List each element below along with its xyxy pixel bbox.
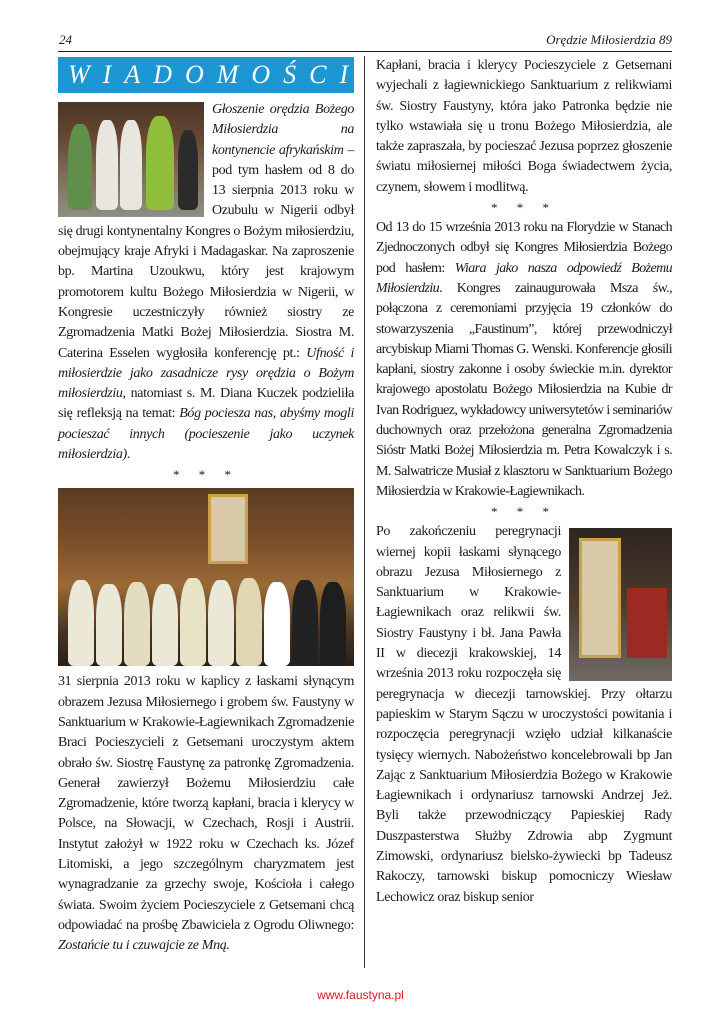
footer-website-url[interactable]: www.faustyna.pl bbox=[317, 988, 404, 1002]
page-number: 24 bbox=[59, 32, 72, 47]
separator-stars: * * * bbox=[491, 200, 557, 216]
column-divider bbox=[364, 56, 365, 968]
painting-frame bbox=[579, 538, 621, 658]
photo-africa-congress bbox=[58, 102, 204, 217]
header-rule bbox=[58, 51, 672, 52]
article-tarnow-peregrination: Po zakończeniu peregrynacji wiernej kopii łaskami słynącego obrazu Jezusa Miłosiernego z Sanktuarium w Krakowie-Łagiewnikach oraz relikwii św. Siostry Faustyny i bł. Jana Pawła II w diecezji krakowskiej, 14 września 2013 roku rozpoczęła się peregrynacja w diecezji tarnowskiej. Przy ołtarzu papieskim w Starym Sączu w uroczystości powitania i rozpoczęcia peregrynacji wzięło udział kilkanaście tysięcy wiernych. Nabożeństwo koncelebrowali bp Jan Zając z Sanktuarium Miłosierdzia Bożego w Krakowie Łagiewnikach i ordynariusz tarnowski Andrzej Jeż. Byli także przewodniczący Papieskiej Rady Duszpasterstwa Służby Zdrowia abp Zygmunt Zimowski, ordynariusz bielsko-żywiecki bp Tadeusz Rakoczy, tarnowski biskup pomocniczy Wiesław Lechowicz oraz biskup senior bbox=[376, 524, 672, 905]
article-getsemani: 31 sierpnia 2013 roku w kaplicy z łaskami słynącym obrazem Jezusa Miłosiernego i grobem św. Faustyny w Sanktuarium w Krakowie-Łagiewnikach Zgromadzenie Braci Pocieszycieli z Getsemani uroczystym aktem obrało św. Siostrę Faustynę za patronkę Zgromadzenia. Generał zawierzył Bożemu Miłosierdziu całe Zgromadzenie, które tworzą kapłani, bracia i klerycy w Polsce, na Słowacji, w Czechach, Rosji i Austrii. Instytut założył w 1922 roku w Czechach ks. Józef Litomiski, a jego szczególnym charyzmatem jest wynagradzanie za grzechy swoje, Kościoła i całego świata. Swoim życiem Pocieszyciele z Getsemani chcą odpowiadać na prośbę Zbawiciela z Ogrodu Oliwnego: Zostańcie tu i czuwajcie ze Mną. bbox=[58, 674, 354, 954]
lead-italic: Głoszenie orędzia Bożego Miłosierdzia na kontynencie afrykańskim bbox=[212, 102, 354, 158]
separator-stars: * * * bbox=[491, 504, 557, 520]
photo-chapel-group bbox=[58, 488, 354, 666]
separator-stars: * * * bbox=[173, 467, 239, 483]
left-column bbox=[58, 100, 354, 957]
divine-mercy-image bbox=[208, 494, 248, 564]
photo-divine-mercy-painting bbox=[569, 528, 672, 681]
article-florida-congress: Od 13 do 15 września 2013 roku na Florydzie w Stanach Zjednoczonych odbył się Kongres Miłosierdzia Bożego pod hasłem: Wiara jako nasza odpowiedź Bożemu Miłosierdziu. Kongres zainaugurowała Msza św., połączona z ceremoniami przyjęcia 19 członków do stowarzyszenia „Faustinum”, której przewodniczył arcybiskup Miami Thomas G. Wenski. Konferencje głosili kapłani, siostry zakonne i osoby świeckie m.in. dyrektor krajowego apostolatu Bożego Miłosierdzia na Kubie dr Ivan Rodriguez, wykładowcy uniwersytetów i seminariów duchownych oraz przełożona generalna Zgromadzenia Sióstr Matki Bożej Miłosierdzia m. Petra Kowalczyk i s. M. Salwatricze Musiał z klasztoru w Sanktuarium Bożego Miłosierdzia w Krakowie-Łagiewnikach. bbox=[376, 220, 672, 499]
running-title: Orędzie Miłosierdzia 89 bbox=[546, 32, 672, 47]
article-congress-africa: Głoszenie orędzia Bożego Miłosierdzia na kontynencie afrykańskim – pod tym hasłem od 8 do 13 sierpnia 2013 roku w Ozubulu w Nigerii odbył się drugi kontynentalny Kongres o Bożym miłosierdziu, obejmujący kraje Afryki i Madagaskar. Na zaproszenie bp. Martina Uzoukwu, który jest krajowym promotorem kultu Bożego Miłosierdzia w Nigerii, w Kongresie uczestniczyły również siostry ze Zgromadzenia Matki Bożej Miłosierdzia. Siostra M. Caterina Esselen wygłosiła konferencję pt.: Ufność i miłosierdzie jako zasadnicze rysy orędzia o Bożym miłosierdziu, natomiast s. M. Diana Kuczek podzieliła się refleksją na temat: Bóg pociesza nas, abyśmy mogli pocieszać innych (pocieszenie jako uczynek miłosierdzia). bbox=[58, 102, 355, 463]
article-getsemani-continued: Kapłani, bracia i klerycy Pocieszyciele z Getsemani wyjechali z łagiewnickiego Sanktuarium z relikwiami św. Siostry Faustyny, która jako Patronka będzie nie tylko wstawiała się u tronu Bożego Miłosierdzia, ale także zapraszała, by pocieszać Jezusa poprzez głoszenie światu miłosiernej miłości Boga świadectwem życia, czynem, słowem i modlitwą. bbox=[376, 58, 672, 195]
section-banner: WIADOMOŚCI bbox=[58, 57, 354, 93]
right-column bbox=[376, 56, 672, 908]
